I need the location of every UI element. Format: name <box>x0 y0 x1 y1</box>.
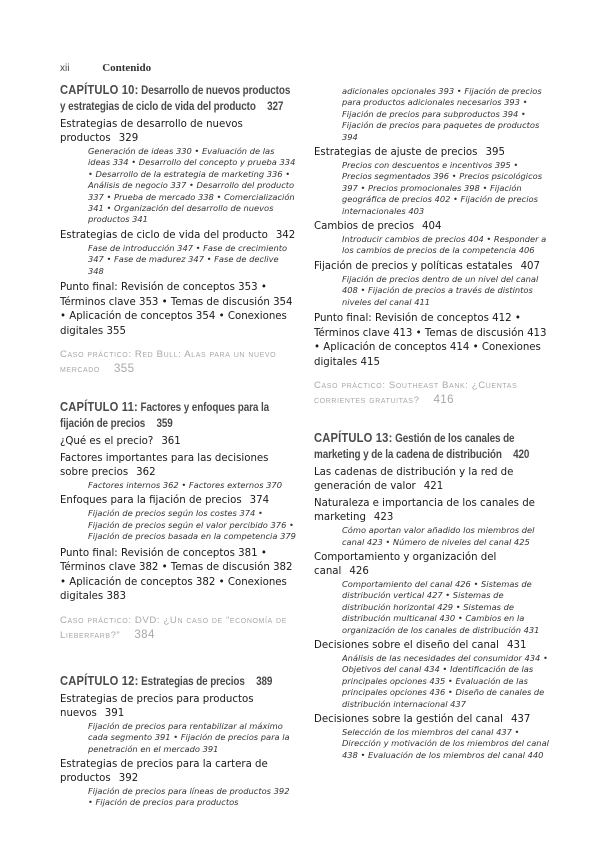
toc-subsections-continued: adicionales opcionales 393 • Fijación de precios para productos adicionales necesarios 393 • Fijación de precios para subproductos 394 • Fijación de precios para paquetes de productos 394 <box>342 86 542 142</box>
toc-subsections: Fijación de precios según los costes 374 • Fijación de precios según el valor percibido 376 • Fijación de precios basada en la competencia 379 <box>88 508 296 542</box>
case-study[interactable]: Caso práctico: DVD: ¿Un caso de “economía de Lieberfarb?” 384 <box>60 614 287 641</box>
chapter-12-heading[interactable]: CAPÍTULO 12: Estrategias de precios 389 <box>60 672 273 688</box>
toc-section[interactable]: Estrategias de desarrollo de nuevos productos 329 <box>60 119 243 144</box>
toc-section[interactable]: Factores importantes para las decisiones sobre precios 362 <box>60 453 269 479</box>
toc-section[interactable]: Decisiones sobre el diseño del canal 431 <box>314 639 527 651</box>
toc-subsections: Introducir cambios de precios 404 • Responder a los cambios de precios de la competencia 406 <box>342 234 547 256</box>
page-number: xii <box>60 63 70 74</box>
case-study[interactable]: Caso práctico: Red Bull: Alas para un nuevo mercado 355 <box>60 349 277 376</box>
toc-subsections: Fijación de precios para rentabilizar al máximo cada segmento 391 • Fijación de precios para la penetración en el mercado 391 <box>88 720 290 754</box>
chapter-page: 420 <box>513 449 530 462</box>
running-title: Contenido <box>102 62 152 74</box>
toc-section[interactable]: Las cadenas de distribución y la red de generación de valor 421 <box>314 467 514 493</box>
toc-section[interactable]: ¿Qué es el precio? 361 <box>60 436 181 448</box>
chapter-end-matter: Punto final: Revisión de conceptos 353 • Términos clave 353 • Temas de discusión 354 • Aplicación de conceptos 354 • Conexiones digitales 355 <box>60 282 293 337</box>
chapter-11-heading[interactable]: CAPÍTULO 11: Factores y enfoques para la fijación de precios 359 <box>60 399 270 431</box>
chapter-page: 389 <box>256 675 273 688</box>
toc-subsections: Fijación de precios para líneas de productos 392 • Fijación de precios para productos <box>88 785 290 808</box>
toc-section[interactable]: Decisiones sobre la gestión del canal 437 <box>314 713 531 725</box>
toc-subsections: Análisis de las necesidades del consumidor 434 • Objetivos del canal 434 • Identificación de las principales opciones 435 • Evaluación de las principales opciones 436 • Diseño de canales de distribución internacional 437 <box>342 652 548 709</box>
toc-column-left <box>60 82 296 811</box>
toc-section[interactable]: Estrategias de ajuste de precios 395 <box>314 147 505 159</box>
toc-subsections: Cómo aportan valor añadido los miembros del canal 423 • Número de niveles del canal 425 <box>342 525 535 547</box>
chapter-13-heading[interactable]: CAPÍTULO 13: Gestión de los canales de marketing y de la cadena de distribución 420 <box>314 430 530 462</box>
toc-section[interactable]: Enfoques para la fijación de precios 374 <box>60 495 270 507</box>
toc-section[interactable]: Cambios de precios 404 <box>314 221 442 233</box>
toc-section[interactable]: Naturaleza e importancia de los canales de marketing 423 <box>314 498 535 524</box>
toc-section[interactable]: Estrategias de ciclo de vida del producto 342 <box>60 229 296 241</box>
toc-subsections: Selección de los miembros del canal 437 • Dirección y motivación de los miembros del canal 438 • Evaluación de los miembros del canal 440 <box>342 726 549 760</box>
chapter-page: 327 <box>267 101 284 113</box>
toc-subsections: Precios con descuentos e incentivos 395 • Precios segmentados 396 • Precios psicológicos 397 • Precios promocionales 398 • Fijación geográfica de precios 402 • Fijación de precios internacionales 403 <box>342 160 543 216</box>
toc-subsections: Comportamiento del canal 426 • Sistemas de distribución vertical 427 • Sistemas de distribución horizontal 429 • Sistemas de distribución multicanal 430 • Cambios en la organización de los canales de distribución 431 <box>342 578 540 635</box>
toc-section[interactable]: Fijación de precios y políticas estatales 407 <box>314 260 541 272</box>
toc-subsections: Factores internos 362 • Factores externos 370 <box>88 480 282 491</box>
toc-subsections: Fase de introducción 347 • Fase de crecimiento 347 • Fase de madurez 347 • Fase de declive 348 <box>88 242 288 276</box>
chapter-page: 359 <box>156 418 173 431</box>
chapter-10-heading[interactable]: CAPÍTULO 10: Desarrollo de nuevos productos y estrategias de ciclo de vida del producto 327 <box>60 82 291 113</box>
toc-section[interactable]: Estrategias de precios para la cartera de productos 392 <box>60 758 268 784</box>
chapter-end-matter: Punto final: Revisión de conceptos 381 • Términos clave 382 • Temas de discusión 382 • Aplicación de conceptos 382 • Conexiones digitales 383 <box>60 547 293 603</box>
toc-subsections: Generación de ideas 330 • Evaluación de las ideas 334 • Desarrollo del concepto y prueba 334 • Desarrollo de la estrategia de marketing 336 • Análisis de negocio 337 • Desarrollo del producto 337 • Prueba de mercado 338 • Comercialización 341 • Organización del desarrollo de nuevos productos 341 <box>88 146 296 225</box>
case-study[interactable]: Caso práctico: Southeast Bank: ¿Cuentas corrientes gratuitas? 416 <box>314 380 518 407</box>
toc-subsections: Fijación de precios dentro de un nivel del canal 408 • Fijación de precios a través de distintos niveles del canal 411 <box>342 273 539 307</box>
toc-section[interactable]: Comportamiento y organización del canal 426 <box>314 551 497 577</box>
running-header <box>60 62 151 74</box>
chapter-end-matter: Punto final: Revisión de conceptos 412 • Términos clave 413 • Temas de discusión 413 • Aplicación de conceptos 414 • Conexiones digitales 415 <box>314 313 547 368</box>
toc-column-right <box>314 86 550 763</box>
toc-section[interactable]: Estrategias de precios para productos nuevos 391 <box>60 693 254 719</box>
